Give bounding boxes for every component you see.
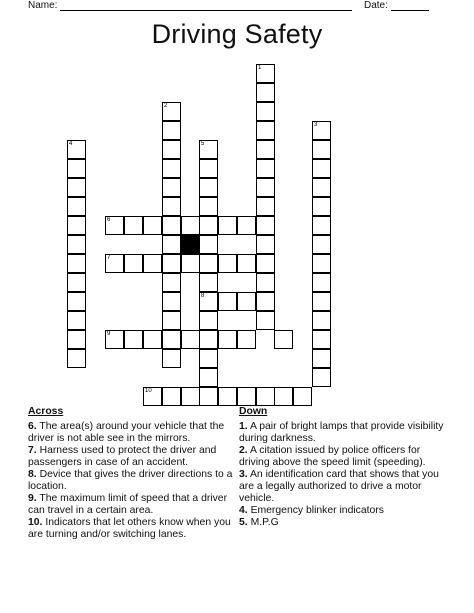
- crossword-cell[interactable]: [162, 178, 181, 197]
- crossword-cell[interactable]: [162, 292, 181, 311]
- crossword-cell[interactable]: [199, 349, 218, 368]
- crossword-cell[interactable]: [143, 254, 162, 273]
- crossword-cell[interactable]: [162, 311, 181, 330]
- name-label: Name:: [28, 0, 58, 11]
- crossword-cell[interactable]: [237, 292, 256, 311]
- clue-across-7: 7. Harness used to protect the driver and passengers in case of an accident.: [28, 445, 217, 468]
- crossword-cell[interactable]: [256, 64, 275, 83]
- crossword-cell[interactable]: [199, 197, 218, 216]
- crossword-cell[interactable]: [237, 254, 256, 273]
- crossword-cell[interactable]: [105, 216, 124, 235]
- crossword-cell[interactable]: [256, 102, 275, 121]
- clue-down-4: 4. Emergency blinker indicators: [239, 505, 384, 516]
- crossword-cell[interactable]: [312, 349, 331, 368]
- across-heading: Across: [28, 406, 64, 417]
- clue-number: 6: [107, 217, 111, 223]
- crossword-cell[interactable]: [162, 254, 181, 273]
- crossword-cell[interactable]: [237, 387, 256, 406]
- crossword-cell[interactable]: [312, 330, 331, 349]
- crossword-cell[interactable]: [256, 311, 275, 330]
- crossword-cell[interactable]: [274, 330, 293, 349]
- crossword-cell[interactable]: [256, 121, 275, 140]
- crossword-cell[interactable]: [143, 387, 162, 406]
- crossword-cell[interactable]: [256, 292, 275, 311]
- crossword-cell[interactable]: [218, 216, 237, 235]
- crossword-cell[interactable]: [162, 330, 181, 349]
- clue-down-2: 2. A citation issued by police officers for driving above the speed limit (speeding).: [239, 445, 426, 468]
- crossword-cell[interactable]: [218, 254, 237, 273]
- crossword-cell[interactable]: [256, 159, 275, 178]
- crossword-cell[interactable]: [312, 368, 331, 387]
- clue-number: 4: [69, 141, 73, 147]
- crossword-cell[interactable]: [312, 216, 331, 235]
- crossword-cell[interactable]: [67, 349, 86, 368]
- crossword-cell[interactable]: [237, 216, 256, 235]
- crossword-cell[interactable]: [199, 235, 218, 254]
- crossword-cell[interactable]: [162, 349, 181, 368]
- clue-across-10: 10. Indicators that let others know when you are turning and/or switching lanes.: [28, 517, 231, 540]
- crossword-cell[interactable]: [218, 292, 237, 311]
- crossword-cell[interactable]: [199, 273, 218, 292]
- crossword-cell[interactable]: [199, 216, 218, 235]
- crossword-cell[interactable]: [256, 140, 275, 159]
- down-clues: [239, 406, 449, 529]
- crossword-cell[interactable]: [162, 102, 181, 121]
- crossword-cell[interactable]: [199, 292, 218, 311]
- crossword-cell[interactable]: [162, 121, 181, 140]
- crossword-cell[interactable]: [67, 235, 86, 254]
- crossword-cell[interactable]: [256, 83, 275, 102]
- clue-down-1: 1. A pair of bright lamps that provide visibility during darkness.: [239, 421, 444, 444]
- crossword-cell[interactable]: [312, 197, 331, 216]
- across-clues: [28, 406, 233, 541]
- crossword-cell[interactable]: [67, 292, 86, 311]
- crossword-cell[interactable]: [143, 216, 162, 235]
- crossword-cell[interactable]: [143, 330, 162, 349]
- crossword-cell[interactable]: [67, 216, 86, 235]
- crossword-cell[interactable]: [67, 197, 86, 216]
- crossword-cell[interactable]: [181, 387, 200, 406]
- page-title: Driving Safety: [151, 19, 323, 49]
- crossword-cell[interactable]: [256, 216, 275, 235]
- crossword-cell[interactable]: [181, 254, 200, 273]
- clue-number: 10: [145, 388, 152, 394]
- crossword-cell[interactable]: [199, 254, 218, 273]
- crossword-cell[interactable]: [67, 311, 86, 330]
- crossword-cell[interactable]: [199, 368, 218, 387]
- clue-number: 1: [258, 65, 262, 71]
- crossword-cell[interactable]: [105, 254, 124, 273]
- down-heading: Down: [239, 406, 268, 417]
- clue-across-8: 8. Device that gives the driver directions to a location.: [28, 469, 233, 492]
- crossword-cell[interactable]: [312, 273, 331, 292]
- crossword-cell[interactable]: [162, 273, 181, 292]
- crossword-cell[interactable]: [199, 311, 218, 330]
- crossword-cell[interactable]: [162, 235, 181, 254]
- crossword-cell[interactable]: [162, 216, 181, 235]
- crossword-cell[interactable]: [67, 140, 86, 159]
- crossword-cell[interactable]: [256, 178, 275, 197]
- crossword-cell[interactable]: [312, 121, 331, 140]
- date-label: Date:: [364, 0, 388, 11]
- crossword-cell[interactable]: [124, 216, 143, 235]
- crossword-cell[interactable]: [162, 387, 181, 406]
- crossword-cell[interactable]: [162, 197, 181, 216]
- crossword-cell[interactable]: [312, 311, 331, 330]
- crossword-cell[interactable]: [256, 273, 275, 292]
- clue-number: 3: [314, 122, 318, 128]
- crossword-cell[interactable]: [237, 330, 256, 349]
- crossword-cell[interactable]: [312, 159, 331, 178]
- clue-down-5: 5. M.P.G: [239, 517, 279, 528]
- crossword-cell[interactable]: [67, 178, 86, 197]
- crossword-cell[interactable]: [312, 254, 331, 273]
- crossword-cell[interactable]: [199, 330, 218, 349]
- clue-number: 2: [164, 103, 168, 109]
- crossword-cell[interactable]: [124, 254, 143, 273]
- crossword-cell[interactable]: [181, 330, 200, 349]
- clue-number: 7: [107, 255, 111, 261]
- clue-number: 8: [201, 293, 205, 299]
- crossword-cell[interactable]: [312, 140, 331, 159]
- crossword-cell[interactable]: [293, 387, 312, 406]
- crossword-cell[interactable]: [199, 387, 218, 406]
- crossword-cell[interactable]: [256, 254, 275, 273]
- crossword-cell[interactable]: [312, 292, 331, 311]
- crossword-cell[interactable]: [162, 159, 181, 178]
- crossword-cell[interactable]: [67, 330, 86, 349]
- clue-across-6: 6. The area(s) around your vehicle that the driver is not able see in the mirrors.: [28, 421, 225, 444]
- crossword-cell[interactable]: [67, 159, 86, 178]
- crossword-cell[interactable]: [181, 216, 200, 235]
- clue-number: 9: [107, 331, 111, 337]
- crossword-cell[interactable]: [256, 197, 275, 216]
- crossword-cell[interactable]: [199, 178, 218, 197]
- crossword-cell[interactable]: [199, 159, 218, 178]
- clue-across-9: 9. The maximum limit of speed that a driver can travel in a certain area.: [28, 493, 228, 516]
- crossword-cell[interactable]: [67, 254, 86, 273]
- crossword-cell[interactable]: [199, 140, 218, 159]
- crossword-cell[interactable]: [312, 178, 331, 197]
- clue-down-3: 3. An identification card that shows that you are a legally authorized to drive a motor vehicle.: [239, 469, 439, 504]
- clue-number: 5: [201, 141, 205, 147]
- crossword-cell[interactable]: [274, 387, 293, 406]
- crossword-cell[interactable]: [105, 330, 124, 349]
- crossword-cell[interactable]: [162, 140, 181, 159]
- crossword-cell[interactable]: [312, 235, 331, 254]
- crossword-cell[interactable]: [256, 235, 275, 254]
- crossword-block: [181, 235, 200, 254]
- crossword-cell[interactable]: [218, 387, 237, 406]
- crossword-cell[interactable]: [218, 330, 237, 349]
- crossword-cell[interactable]: [256, 387, 275, 406]
- crossword-cell[interactable]: [67, 273, 86, 292]
- crossword-cell[interactable]: [124, 330, 143, 349]
